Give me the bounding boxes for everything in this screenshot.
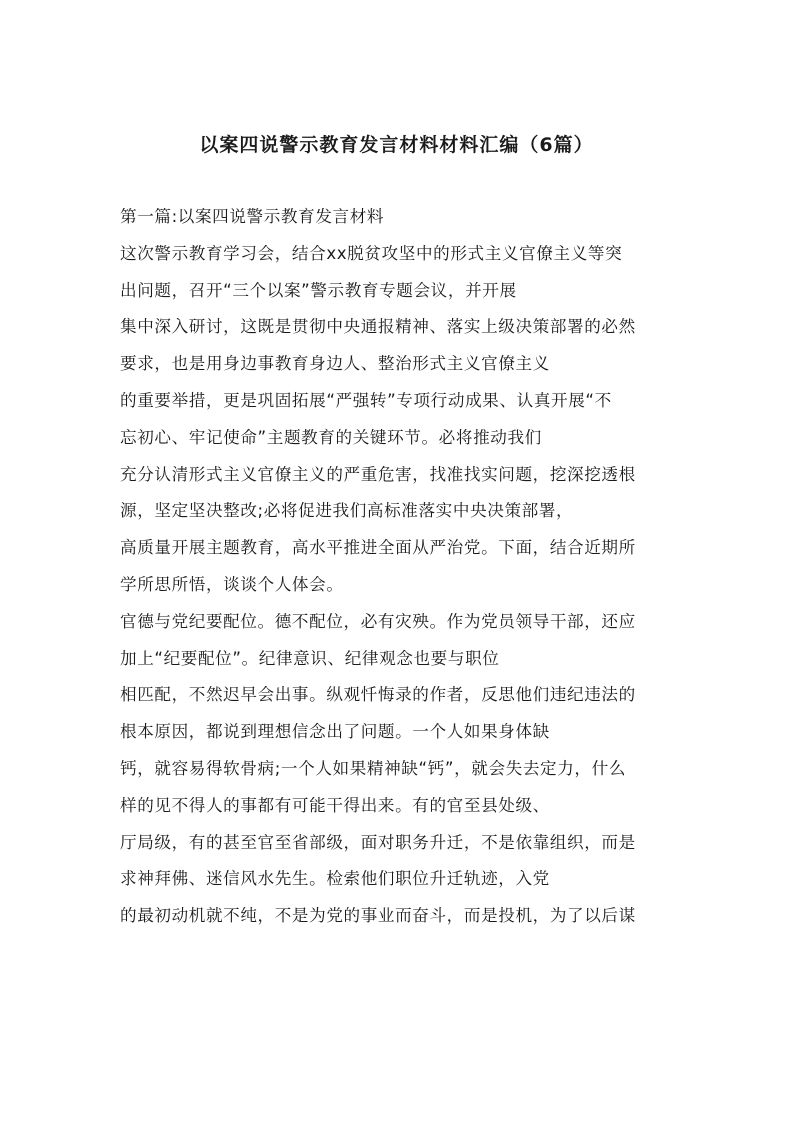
paragraph-line: 忘初心、牢记使命”主题教育的关键环节。必将推动我们	[120, 427, 542, 447]
paragraph-line: 的重要举措，更是巩固拓展“严强转”专项行动成果、认真开展“不	[120, 390, 612, 410]
paragraph-line: 集中深入研讨，这既是贯彻中央通报精神、落实上级决策部署的必然	[120, 317, 636, 337]
section-heading: 第一篇:以案四说警示教育发言材料	[120, 207, 385, 226]
document-body	[120, 199, 680, 935]
paragraph-line: 求神拜佛、迷信风水先生。检索他们职位升迁轨迹，入党	[120, 869, 550, 889]
paragraph-line: 的最初动机就不纯，不是为党的事业而奋斗，而是投机，为了以后谋	[120, 906, 636, 926]
paragraph-line: 根本原因，都说到理想信念出了问题。一个人如果身体缺	[120, 722, 550, 742]
paragraph-line: 这次警示教育学习会，结合xx脱贫攻坚中的形式主义官僚主义等突	[120, 243, 623, 263]
paragraph-line: 要求，也是用身边事教育身边人、整治形式主义官僚主义	[120, 354, 550, 374]
paragraph-line: 官德与党纪要配位。德不配位，必有灾殃。作为党员领导干部，还应	[120, 611, 636, 631]
document-title: 以案四说警示教育发言材料材料汇编（6篇）	[199, 134, 594, 156]
paragraph-line: 学所思所悟，谈谈个人体会。	[120, 574, 344, 594]
paragraph-line: 源，坚定坚决整改;必将促进我们高标准落实中央决策部署，	[120, 501, 574, 521]
paragraph-line: 钙，就容易得软骨病;一个人如果精神缺“钙”，就会失去定力，什么	[120, 758, 627, 778]
paragraph-line: 样的见不得人的事都有可能干得出来。有的官至县处级、	[120, 795, 550, 815]
paragraph-line: 充分认清形式主义官僚主义的严重危害，找准找实问题，挖深挖透根	[120, 464, 636, 484]
paragraph-line: 出问题，召开“三个以案”警示教育专题会议，并开展	[120, 280, 517, 300]
paragraph-line: 加上“纪要配位”。纪律意识、纪律观念也要与职位	[120, 648, 500, 668]
paragraph-line: 高质量开展主题教育，高水平推进全面从严治党。下面，结合近期所	[120, 538, 636, 558]
paragraph-line: 厅局级，有的甚至官至省部级，面对职务升迁，不是依靠组织，而是	[120, 832, 636, 852]
paragraph-line: 相匹配，不然迟早会出事。纵观忏悔录的作者，反思他们违纪违法的	[120, 685, 636, 705]
